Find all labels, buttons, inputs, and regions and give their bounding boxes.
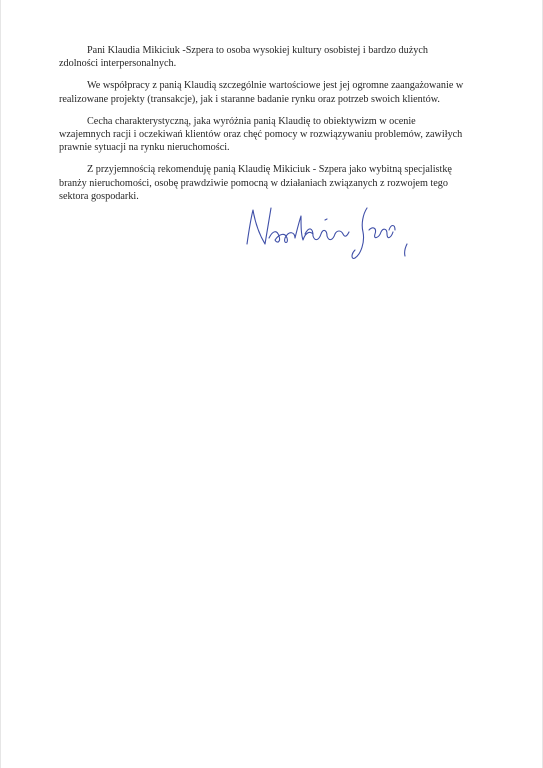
- paragraph-line: Cecha charakterystyczną, jaka wyróżnia panią Klaudię to obiektywizm w ocenie: [87, 115, 416, 127]
- paragraph-line: We współpracy z panią Klaudią szczególnie wartościowe jest jej ogromne zaangażowanie w: [87, 80, 464, 92]
- paragraph-line: sektora gospodarki.: [59, 190, 139, 202]
- paragraph-line: Z przyjemnością rekomenduję panią Klaudię Mikiciuk - Szpera jako wybitną specjalistkę: [87, 164, 452, 176]
- paragraph-line: branży nieruchomości, osobę prawdziwie pomocną w działaniach związanych z rozwojem tego: [59, 177, 448, 189]
- paragraph-line: zdolności interpersonalnych.: [59, 58, 177, 70]
- paragraph-1: [59, 44, 507, 70]
- paragraph-line: prawnie sytuacji na rynku nieruchomości.: [59, 142, 230, 154]
- paragraph-line: wzajemnych racji i oczekiwań klientów oraz chęć pomocy w rozwiązywaniu problemów, zawiłych: [59, 129, 463, 141]
- paragraph-line: realizowane projekty (transakcje), jak i staranne badanie rynku oraz potrzeb swoich klientów.: [59, 93, 440, 105]
- paragraph-line: Pani Klaudia Mikiciuk -Szpera to osoba wysokiej kultury osobistej i bardzo dużych: [87, 45, 428, 56]
- signature-drawing: [239, 200, 419, 270]
- paragraph-4: [59, 163, 507, 203]
- handwritten-signature: [239, 200, 419, 270]
- paragraph-3: [59, 115, 507, 155]
- letter-body: [59, 44, 507, 212]
- paragraph-2: [59, 79, 507, 105]
